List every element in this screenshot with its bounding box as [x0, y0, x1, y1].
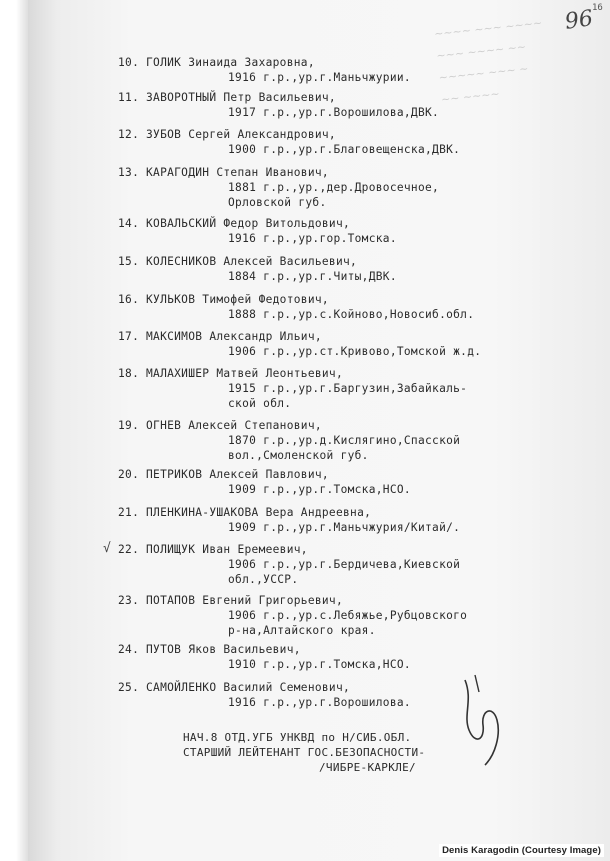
signatory-rank: СТАРШИЙ ЛЕЙТЕНАНТ ГОС.БЕЗОПАСНОСТИ-	[183, 746, 426, 759]
list-item: 14. КОВАЛЬСКИЙ Федор Витольдович, 1916 г.р.,ур.гор.Томска.	[118, 217, 397, 245]
list-item: 10. ГОЛИК Зинаида Захаровна, 1916 г.р.,ур.г.Маньчжурии.	[118, 56, 411, 84]
list-item: 15. КОЛЕСНИКОВ Алексей Васильевич, 1884 г.р.,ур.г.Читы,ДВК.	[118, 255, 397, 283]
handwritten-signature	[455, 670, 515, 770]
check-mark-icon: √	[103, 541, 111, 556]
list-item: 12. ЗУБОВ Сергей Александрович, 1900 г.р.,ур.г.Благовещенска,ДВК.	[118, 128, 461, 156]
list-item: 24. ПУТОВ Яков Васильевич, 1910 г.р.,ур.г.Томска,НСО.	[118, 643, 411, 671]
list-item: 13. КАРАГОДИН Степан Иванович, 1881 г.р.,ур.,дер.Дровосечное, Орловской губ.	[118, 166, 440, 209]
list-item: 17. МАКСИМОВ Александр Ильич, 1906 г.р.,ур.ст.Кривово,Томской ж.д.	[118, 330, 482, 358]
signatory-department: НАЧ.8 ОТД.УГБ УНКВД по Н/СИБ.ОБЛ.	[183, 731, 412, 744]
signatory-name: /ЧИБРЕ-КАРКЛЕ/	[319, 761, 416, 774]
list-item: 11. ЗАВОРОТНЫЙ Петр Васильевич, 1917 г.р.,ур.г.Ворошилова,ДВК.	[118, 91, 440, 119]
list-item: 19. ОГНЕВ Алексей Степанович, 1870 г.р.,ур.д.Кислягино,Спасской вол.,Смоленской губ.	[118, 419, 461, 462]
list-item: 16. КУЛЬКОВ Тимофей Федотович, 1888 г.р.,ур.с.Койново,Новосиб.обл.	[118, 293, 475, 321]
list-item: 18. МАЛАХИШЕР Матвей Леонтьевич, 1915 г.р.,ур.г.Баргузин,Забайкаль- ской обл.	[118, 367, 468, 410]
bleed-through-text: ~~~~ ~~~ ~~~~ ~~~ ~~~~ ~~ ~~~~~ ~~~ ~ ~~ ~~~~	[433, 16, 543, 107]
list-item: 21. ПЛЕНКИНА-УШАКОВА Вера Андреевна, 1909 г.р.,ур.г.Маньчжурия/Китай/.	[118, 506, 461, 534]
list-item: 20. ПЕТРИКОВ Алексей Павлович, 1909 г.р.,ур.г.Томска,НСО.	[118, 468, 411, 496]
photo-credit: Denis Karagodin (Courtesy Image)	[439, 844, 604, 857]
list-item: 22. ПОЛИЩУК Иван Еремеевич, 1906 г.р.,ур.г.Бердичева,Киевской обл.,УССР.	[118, 543, 461, 586]
sheet-number: 16	[592, 3, 603, 13]
handwritten-page-mark: 96	[563, 6, 595, 35]
signature-block	[183, 730, 425, 775]
list-item: 25. САМОЙЛЕНКО Василий Семенович, 1916 г.р.,ур.г.Ворошилова.	[118, 681, 411, 709]
list-item: 23. ПОТАПОВ Евгений Григорьевич, 1906 г.р.,ур.с.Лебяжье,Рубцовского р-на,Алтайского края.	[118, 594, 468, 637]
